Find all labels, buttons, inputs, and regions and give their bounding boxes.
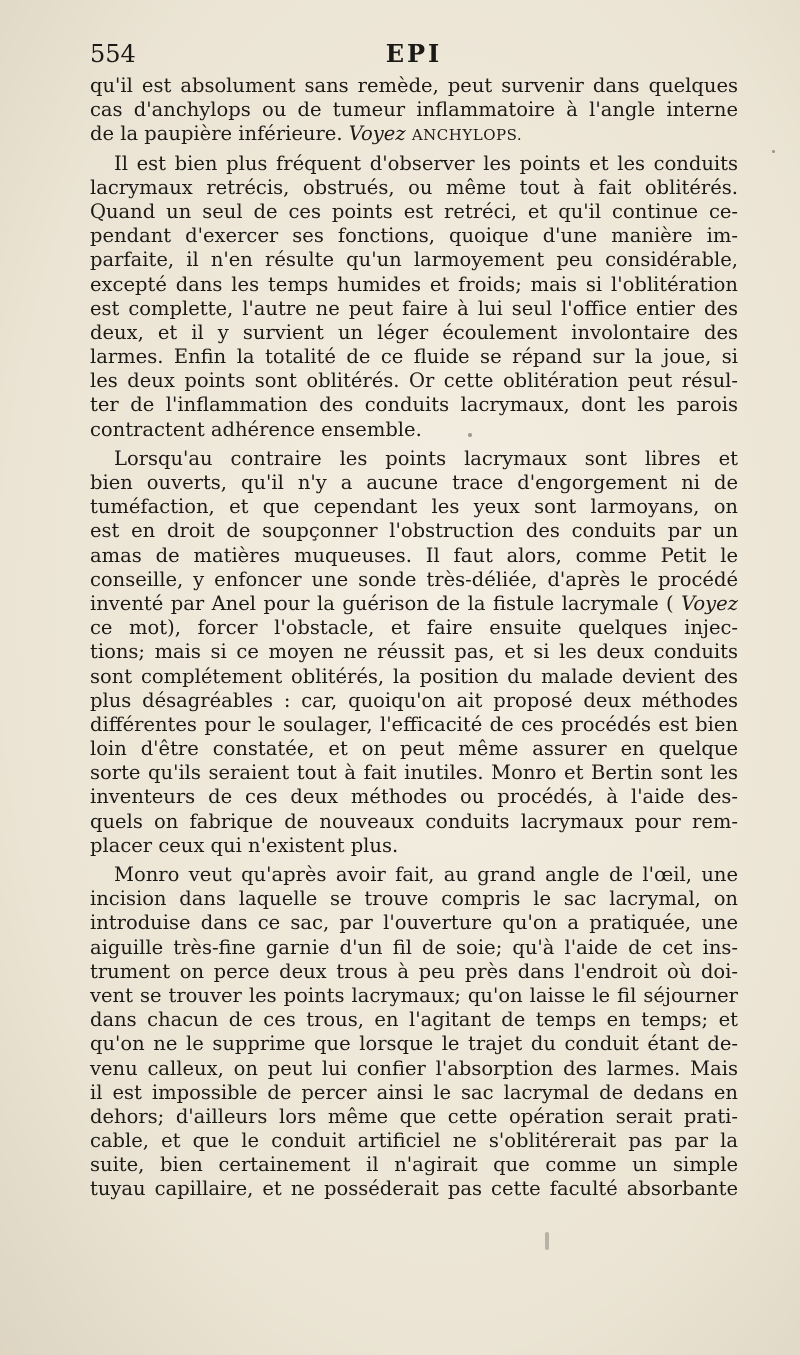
text-line: trument on perce deux trous à peu près dans l'endroit où doi- bbox=[90, 959, 738, 983]
text-line bbox=[90, 122, 738, 146]
see-reference-term: ANCHYLOPS. bbox=[411, 126, 523, 145]
text-line: tions; mais si ce moyen ne réussit pas, et si les deux conduits bbox=[90, 640, 738, 664]
text-fragment: de la paupière inférieure. bbox=[90, 122, 343, 146]
text-line: contractent adhérence ensemble. bbox=[90, 417, 422, 441]
text-line: conseille, y enfoncer une sonde très-déliée, d'après le procédé bbox=[90, 567, 738, 591]
text-line: qu'il est absolument sans remède, peut survenir dans quelques bbox=[90, 74, 738, 97]
text-line: tuméfaction, et que cependant les yeux sont larmoyans, on bbox=[90, 495, 738, 519]
text-line: deux, et il y survient un léger écoulement involontaire des bbox=[90, 320, 738, 344]
text-line: suite, bien certainement il n'agirait que comme un simple bbox=[90, 1153, 738, 1177]
paragraph-3 bbox=[90, 447, 738, 858]
text-line: sorte qu'ils seraient tout à fait inutiles. Monro et Bertin sont les bbox=[90, 761, 738, 785]
page-number: 554 bbox=[90, 40, 136, 68]
text-line: Quand un seul de ces points est retréci, et qu'il continue ce- bbox=[90, 199, 738, 223]
text-line: Il est bien plus fréquent d'observer les points et les conduits bbox=[114, 151, 738, 175]
ink-speck bbox=[545, 1232, 549, 1250]
text-line: aiguille très-fine garnie d'un fil de soie; qu'à l'aide de cet ins- bbox=[90, 935, 738, 959]
text-line: excepté dans les temps humides et froids; mais si l'oblitération bbox=[90, 272, 738, 296]
text-line: dans chacun de ces trous, en l'agitant de temps en temps; et bbox=[90, 1008, 738, 1032]
text-line: loin d'être constatée, et on peut même assurer en quelque bbox=[90, 737, 738, 761]
text-line: est en droit de soupçonner l'obstruction des conduits par un bbox=[90, 519, 738, 543]
text-line: larmes. Enfin la totalité de ce fluide se répand sur la joue, si bbox=[90, 345, 738, 369]
body-text bbox=[90, 74, 738, 1207]
text-line: cas d'anchylops ou de tumeur inflammatoire à l'angle interne bbox=[90, 98, 738, 122]
paragraph-2 bbox=[90, 152, 738, 442]
text-line: les deux points sont oblitérés. Or cette oblitération peut résul- bbox=[90, 369, 738, 393]
text-line: plus désagréables : car, quoiqu'on ait proposé deux méthodes bbox=[90, 688, 738, 712]
text-line: tuyau capillaire, et ne posséderait pas cette faculté absorbante bbox=[90, 1177, 738, 1201]
page-header bbox=[90, 34, 738, 74]
text-line: qu'on ne le supprime que lorsque le trajet du conduit étant de- bbox=[90, 1032, 738, 1056]
text-fragment: inventé par Anel pour la guérison de la fistule lacrymale ( bbox=[90, 591, 674, 615]
text-line: vent se trouver les points lacrymaux; qu'on laisse le fil séjourner bbox=[90, 983, 738, 1007]
text-line: ter de l'inflammation des conduits lacrymaux, dont les parois bbox=[90, 393, 738, 417]
text-line: cable, et que le conduit artificiel ne s'oblitérerait pas par la bbox=[90, 1129, 738, 1153]
text-line: pendant d'exercer ses fonctions, quoique d'une manière im- bbox=[90, 224, 738, 248]
text-line: quels on fabrique de nouveaux conduits lacrymaux pour rem- bbox=[90, 809, 738, 833]
text-line: inventeurs de ces deux méthodes ou procédés, à l'aide des- bbox=[90, 785, 738, 809]
ink-speck bbox=[468, 433, 472, 437]
text-line: lacrymaux retrécis, obstrués, ou même tout à fait oblitérés. bbox=[90, 175, 738, 199]
text-line: bien ouverts, qu'il n'y a aucune trace d'engorgement ni de bbox=[90, 471, 738, 494]
text-line: venu calleux, on peut lui confier l'absorption des larmes. Mais bbox=[90, 1056, 738, 1080]
text-line: ce mot), forcer l'obstacle, et faire ensuite quelques injec- bbox=[90, 616, 738, 640]
running-head: EPI bbox=[385, 39, 443, 68]
text-line bbox=[90, 592, 738, 616]
text-line: introduise dans ce sac, par l'ouverture qu'on a pratiquée, une bbox=[90, 911, 738, 935]
text-line: il est impossible de percer ainsi le sac lacrymal de dedans en bbox=[90, 1080, 738, 1104]
text-line: sont complétement oblitérés, la position du malade devient des bbox=[90, 664, 738, 688]
text-line: parfaite, il n'en résulte qu'un larmoyement peu considérable, bbox=[90, 248, 738, 272]
text-line: Lorsqu'au contraire les points lacrymaux sont libres et bbox=[114, 446, 738, 470]
text-line: placer ceux qui n'existent plus. bbox=[90, 833, 399, 857]
text-line: amas de matières muqueuses. Il faut alors, comme Petit le bbox=[90, 543, 738, 567]
text-line: différentes pour le soulager, l'efficacité de ces procédés est bien bbox=[90, 712, 738, 736]
text-line: dehors; d'ailleurs lors même que cette opération serait prati- bbox=[90, 1104, 738, 1128]
see-reference-word: Voyez bbox=[681, 591, 738, 615]
text-line: est complette, l'autre ne peut faire à lui seul l'office entier des bbox=[90, 296, 738, 320]
paragraph-4 bbox=[90, 863, 738, 1202]
text-line: incision dans laquelle se trouve compris le sac lacrymal, on bbox=[90, 887, 738, 911]
ink-speck bbox=[772, 150, 775, 153]
text-line: Monro veut qu'après avoir fait, au grand angle de l'œil, une bbox=[114, 863, 738, 886]
see-reference-word: Voyez bbox=[348, 122, 406, 146]
paragraph-1 bbox=[90, 74, 738, 147]
